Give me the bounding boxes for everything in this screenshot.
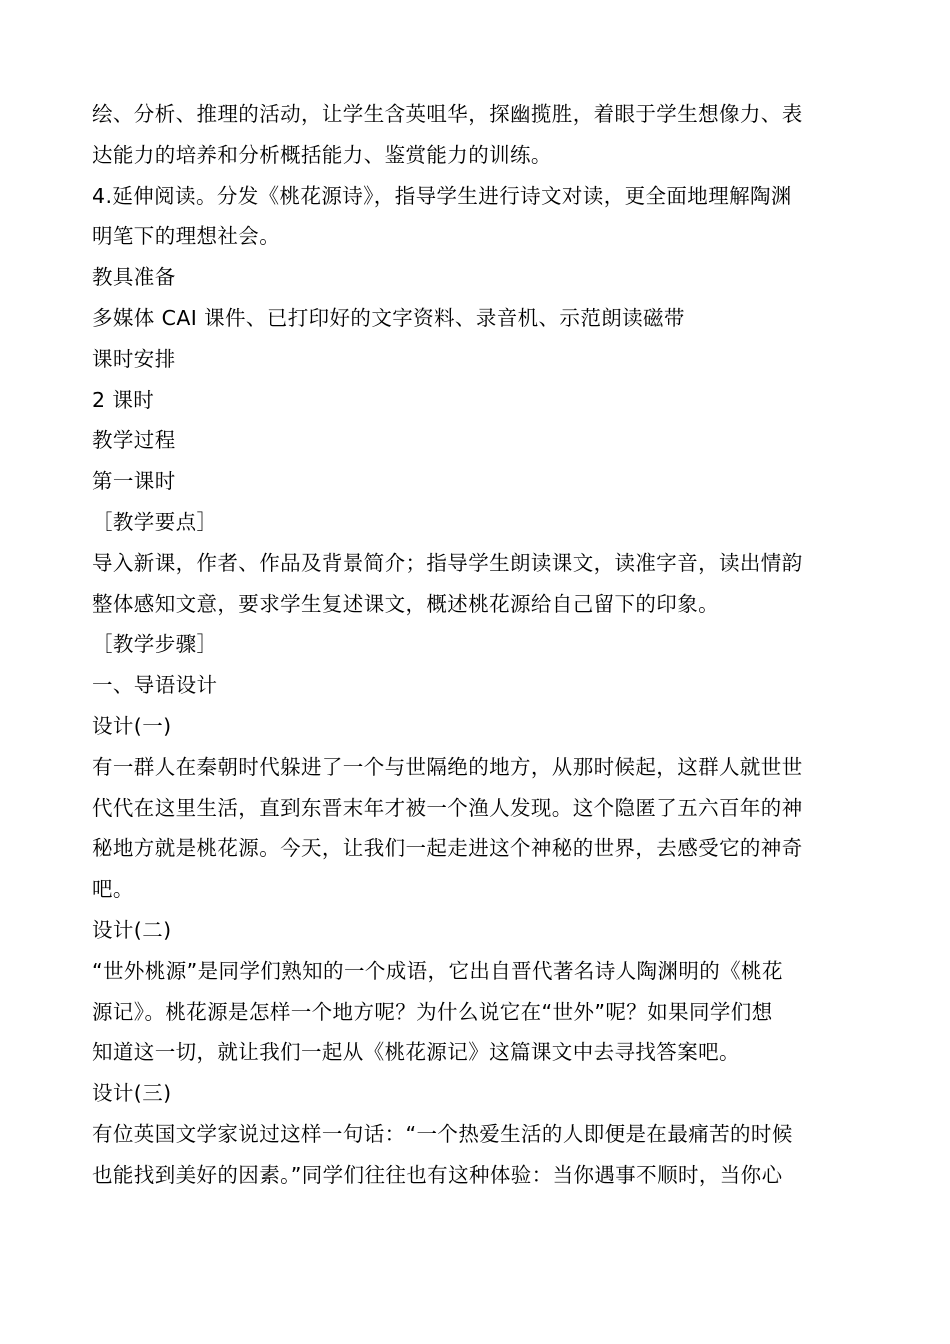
text-line: 也能找到美好的因素。”同学们往往也有这种体验：当你遇事不顺时，当你心 bbox=[92, 1162, 783, 1187]
text-line: 导入新课，作者、作品及背景简介；指导学生朗读课文，读准字音，读出情韵 bbox=[92, 550, 803, 575]
text-line: 知道这一切，就让我们一起从《桃花源记》这篇课文中去寻找答案吧。 bbox=[92, 1040, 740, 1065]
text-line: 整体感知文意，要求学生复述课文，概述桃花源给自己留下的印象。 bbox=[92, 591, 719, 616]
subsection-heading: ［教学步骤］ bbox=[92, 632, 218, 657]
text-line: 秘地方就是桃花源。今天，让我们一起走进这个神秘的世界，去感受它的神奇 bbox=[92, 836, 803, 861]
text-line: 吧。 bbox=[92, 877, 134, 902]
text-line: 4.延伸阅读。分发《桃花源诗》，指导学生进行诗文对读，更全面地理解陶渊 bbox=[92, 183, 792, 208]
text-line: 绘、分析、推理的活动，让学生含英咀华，探幽揽胜，着眼于学生想像力、表 bbox=[92, 102, 803, 126]
section-heading: 第一课时 bbox=[92, 469, 176, 494]
section-heading: 课时安排 bbox=[92, 346, 176, 371]
text-line: 明笔下的理想社会。 bbox=[92, 224, 281, 249]
subsection-heading: 设计(三) bbox=[92, 1081, 172, 1106]
subsection-heading: ［教学要点］ bbox=[92, 509, 218, 534]
subsection-heading: 设计(二) bbox=[92, 917, 172, 942]
document-body bbox=[92, 94, 862, 1196]
section-heading: 教学过程 bbox=[92, 428, 176, 453]
text-line: 有位英国文学家说过这样一句话：“一个热爱生活的人即便是在最痛苦的时候 bbox=[92, 1121, 793, 1146]
section-heading: 一、导语设计 bbox=[92, 673, 218, 698]
section-heading: 教具准备 bbox=[92, 265, 176, 290]
text-line: 达能力的培养和分析概括能力、鉴赏能力的训练。 bbox=[92, 142, 552, 167]
text-line: 有一群人在秦朝时代躲进了一个与世隔绝的地方，从那时候起，这群人就世世 bbox=[92, 754, 803, 779]
text-line: 2 课时 bbox=[92, 387, 155, 412]
subsection-heading: 设计(一) bbox=[92, 713, 172, 738]
text-line: 代代在这里生活，直到东晋末年才被一个渔人发现。这个隐匿了五六百年的神 bbox=[92, 795, 803, 820]
text-line: 多媒体 CAI 课件、已打印好的文字资料、录音机、示范朗读磁带 bbox=[92, 305, 685, 330]
text-line: 源记》。桃花源是怎样一个地方呢？为什么说它在“世外”呢？如果同学们想 bbox=[92, 999, 773, 1024]
text-line: “世外桃源”是同学们熟知的一个成语，它出自晋代著名诗人陶渊明的《桃花 bbox=[92, 958, 783, 983]
